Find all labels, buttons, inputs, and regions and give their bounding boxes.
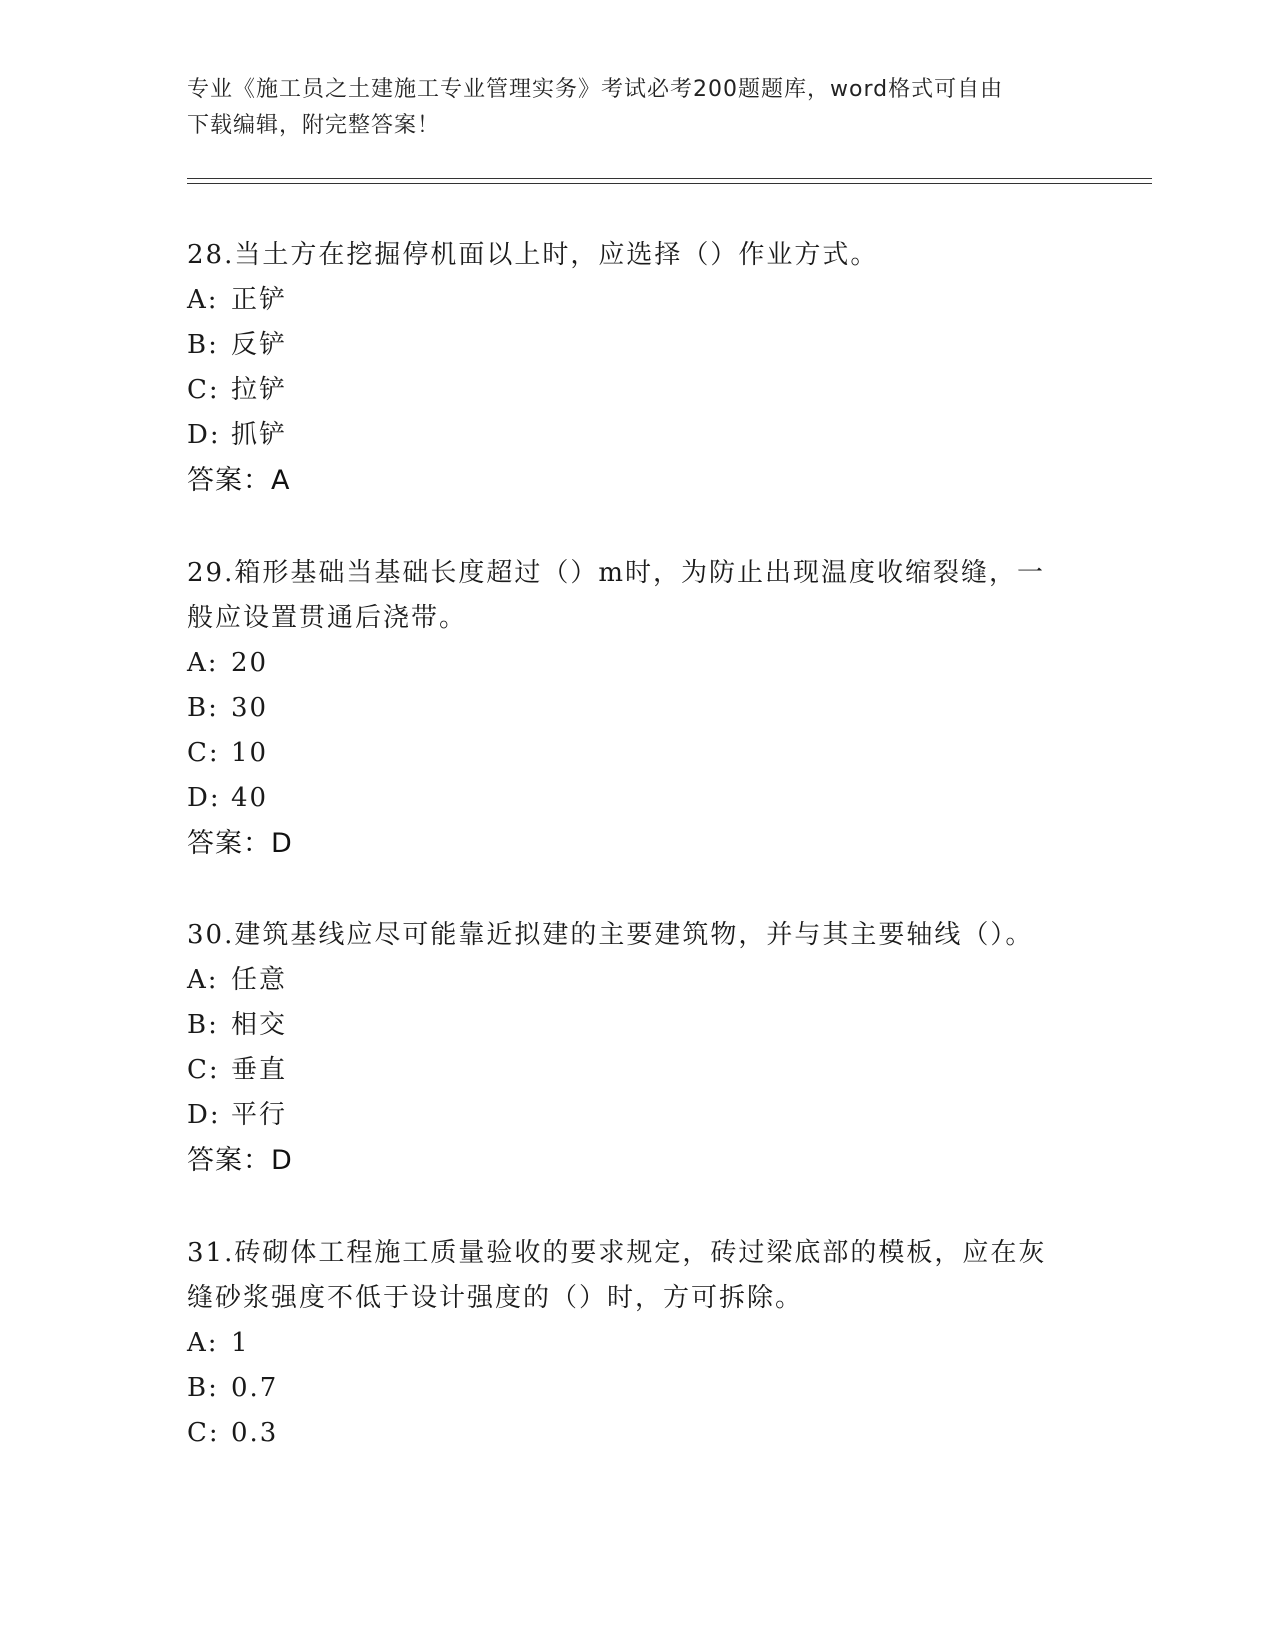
option-text: 相交 bbox=[231, 1010, 288, 1040]
question-29 bbox=[187, 551, 1087, 866]
header-divider-bottom bbox=[187, 183, 1152, 184]
question-stem-continued: 缝砂浆强度不低于设计强度的（）时，方可拆除。 bbox=[187, 1283, 804, 1313]
option-text: 抓铲 bbox=[231, 420, 288, 450]
option-b bbox=[187, 686, 1087, 731]
header-divider-top bbox=[187, 178, 1152, 179]
header-line-1: 专业《施工员之土建施工专业管理实务》考试必考200题题库，word格式可自由 bbox=[187, 77, 1004, 102]
option-d bbox=[187, 776, 1087, 821]
question-stem-continued: 般应设置贯通后浇带。 bbox=[187, 603, 468, 633]
option-key: B: bbox=[187, 1373, 219, 1403]
answer-label: 答案：A bbox=[187, 465, 291, 496]
option-text: 平行 bbox=[231, 1100, 288, 1130]
option-text: 任意 bbox=[231, 965, 288, 995]
option-text: 0.7 bbox=[231, 1373, 279, 1403]
question-stem: 30.建筑基线应尽可能靠近拟建的主要建筑物，并与其主要轴线（）。 bbox=[187, 920, 1034, 950]
option-a bbox=[187, 958, 1087, 1003]
option-text: 拉铲 bbox=[231, 375, 288, 405]
option-key: B: bbox=[187, 330, 219, 360]
option-text: 正铲 bbox=[231, 285, 288, 315]
question-31 bbox=[187, 1231, 1087, 1456]
option-c bbox=[187, 731, 1087, 776]
header-line-2: 下载编辑，附完整答案！ bbox=[187, 113, 441, 138]
option-key: B: bbox=[187, 1010, 219, 1040]
option-key: C: bbox=[187, 738, 220, 768]
answer-label: 答案：D bbox=[187, 828, 293, 859]
option-text: 1 bbox=[231, 1328, 250, 1358]
option-text: 30 bbox=[231, 693, 269, 723]
option-a bbox=[187, 278, 1087, 323]
option-b bbox=[187, 1003, 1087, 1048]
option-c bbox=[187, 368, 1087, 413]
option-key: B: bbox=[187, 693, 219, 723]
question-stem: 28.当土方在挖掘停机面以上时，应选择（）作业方式。 bbox=[187, 240, 879, 270]
question-28 bbox=[187, 233, 1087, 503]
option-key: A: bbox=[187, 648, 219, 678]
option-text: 反铲 bbox=[231, 330, 288, 360]
option-key: D: bbox=[187, 420, 221, 450]
option-key: A: bbox=[187, 285, 219, 315]
option-a bbox=[187, 1321, 1087, 1366]
option-text: 20 bbox=[231, 648, 269, 678]
option-c bbox=[187, 1048, 1087, 1093]
answer-label: 答案：D bbox=[187, 1145, 293, 1176]
option-key: A: bbox=[187, 1328, 219, 1358]
option-d bbox=[187, 413, 1087, 458]
option-d bbox=[187, 1093, 1087, 1138]
option-key: D: bbox=[187, 1100, 221, 1130]
option-b bbox=[187, 1366, 1087, 1411]
option-b bbox=[187, 323, 1087, 368]
question-30 bbox=[187, 913, 1087, 1183]
option-a bbox=[187, 641, 1087, 686]
question-stem: 31.砖砌体工程施工质量验收的要求规定，砖过梁底部的模板，应在灰 bbox=[187, 1238, 1047, 1268]
option-key: D: bbox=[187, 783, 221, 813]
option-key: C: bbox=[187, 375, 220, 405]
question-stem: 29.箱形基础当基础长度超过（）m时，为防止出现温度收缩裂缝，一 bbox=[187, 558, 1046, 588]
option-text: 10 bbox=[231, 738, 269, 768]
option-text: 40 bbox=[231, 783, 269, 813]
option-text: 0.3 bbox=[231, 1418, 279, 1448]
document-header bbox=[187, 72, 1067, 144]
option-key: C: bbox=[187, 1418, 220, 1448]
option-c bbox=[187, 1411, 1087, 1456]
option-key: A: bbox=[187, 965, 219, 995]
option-text: 垂直 bbox=[231, 1055, 288, 1085]
option-key: C: bbox=[187, 1055, 220, 1085]
